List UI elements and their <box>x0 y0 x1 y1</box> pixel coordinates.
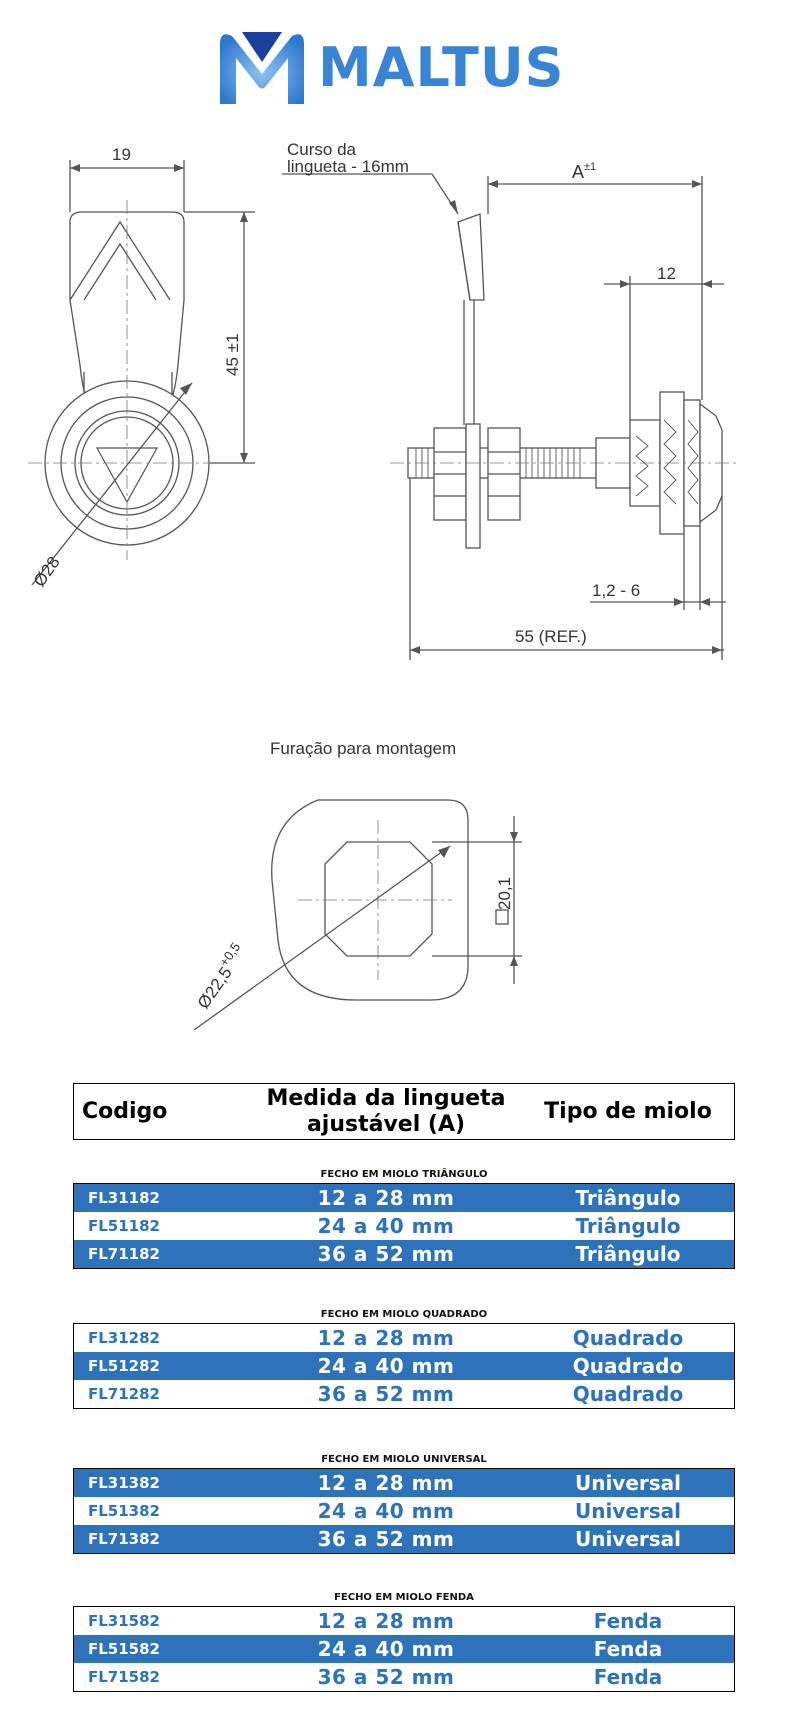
row-medida: 12 a 28 mm <box>317 1186 455 1210</box>
row-tipo: Universal <box>574 1471 682 1495</box>
table-row <box>74 1212 734 1240</box>
row-medida: 24 a 40 mm <box>317 1354 455 1378</box>
row-medida: 24 a 40 mm <box>317 1637 455 1661</box>
group-table-universal <box>73 1468 735 1554</box>
row-medida: 12 a 28 mm <box>317 1471 455 1495</box>
dim-45-label: 45 ±1 <box>223 333 242 376</box>
table-row <box>74 1324 734 1352</box>
group-table-fenda <box>73 1606 735 1692</box>
table-row <box>74 1497 734 1525</box>
group-title-fenda: FECHO EM MIOLO FENDA <box>334 1592 474 1603</box>
dim-22-5-label <box>190 940 251 1013</box>
dim-22-5-tolerance: +0,5 <box>216 939 244 970</box>
table-row <box>74 1184 734 1212</box>
group-title-universal: FECHO EM MIOLO UNIVERSAL <box>321 1454 487 1465</box>
dim-a-letter: A <box>572 162 585 182</box>
row-code: FL71182 <box>88 1245 160 1263</box>
group-title-triangulo: FECHO EM MIOLO TRIÂNGULO <box>320 1169 488 1180</box>
row-code: FL31282 <box>88 1329 160 1347</box>
header-codigo: Codigo <box>82 1098 168 1124</box>
row-code: FL71582 <box>88 1668 160 1686</box>
row-code: FL31582 <box>88 1612 160 1630</box>
row-code: FL31382 <box>88 1474 160 1492</box>
group-title-quadrado: FECHO EM MIOLO QUADRADO <box>320 1309 488 1320</box>
row-code: FL51182 <box>88 1217 160 1235</box>
table-row <box>74 1352 734 1380</box>
row-medida: 36 a 52 mm <box>317 1527 455 1551</box>
row-tipo: Fenda <box>593 1637 663 1661</box>
row-medida: 24 a 40 mm <box>317 1499 455 1523</box>
header-medida: Medida da lingueta ajustável (A) <box>266 1085 506 1137</box>
table-row <box>74 1240 734 1268</box>
curso-label-line1: Curso da <box>287 140 356 159</box>
dim-12-label: 12 <box>657 264 676 283</box>
row-tipo: Fenda <box>593 1665 663 1689</box>
row-code: FL51582 <box>88 1640 160 1658</box>
row-tipo: Universal <box>574 1499 682 1523</box>
table-row <box>74 1663 734 1691</box>
curso-label-line2: lingueta - 16mm <box>287 157 409 176</box>
row-code: FL71282 <box>88 1385 160 1403</box>
maltus-logo-text: MALTUS <box>318 36 565 99</box>
dim-55-label: 55 (REF.) <box>515 627 587 646</box>
row-code: FL31182 <box>88 1189 160 1207</box>
row-tipo: Quadrado <box>572 1326 684 1350</box>
group-table-triangulo <box>73 1183 735 1269</box>
row-code: FL71382 <box>88 1530 160 1548</box>
dim-a-tolerance: ±1 <box>584 161 597 173</box>
row-medida: 24 a 40 mm <box>317 1214 455 1238</box>
row-tipo: Universal <box>574 1527 682 1551</box>
group-table-quadrado <box>73 1323 735 1409</box>
row-code: FL51282 <box>88 1357 160 1375</box>
table-row <box>74 1469 734 1497</box>
row-tipo: Quadrado <box>572 1354 684 1378</box>
row-tipo: Triângulo <box>575 1186 681 1210</box>
dim-19-label: 19 <box>112 145 131 164</box>
table-header <box>73 1083 735 1140</box>
row-medida: 12 a 28 mm <box>317 1609 455 1633</box>
row-medida: 36 a 52 mm <box>317 1382 455 1406</box>
header-tipo: Tipo de miolo <box>544 1098 712 1124</box>
dim-a-label <box>572 161 596 182</box>
dim-28-label: Ø28 <box>29 553 64 591</box>
dim-1-2-6-label: 1,2 - 6 <box>592 581 641 600</box>
dim-22-5-value: Ø22,5 <box>193 963 236 1013</box>
row-medida: 12 a 28 mm <box>317 1326 455 1350</box>
row-tipo: Triângulo <box>575 1214 681 1238</box>
row-tipo: Quadrado <box>572 1382 684 1406</box>
furacao-title: Furação para montagem <box>270 739 457 758</box>
row-medida: 36 a 52 mm <box>317 1665 455 1689</box>
row-tipo: Fenda <box>593 1609 663 1633</box>
row-code: FL51382 <box>88 1502 160 1520</box>
row-tipo: Triângulo <box>575 1242 681 1266</box>
row-medida: 36 a 52 mm <box>317 1242 455 1266</box>
table-row <box>74 1525 734 1553</box>
table-row <box>74 1635 734 1663</box>
table-row <box>74 1607 734 1635</box>
table-row <box>74 1380 734 1408</box>
dim-20-1-label: 20,1 <box>495 876 514 910</box>
